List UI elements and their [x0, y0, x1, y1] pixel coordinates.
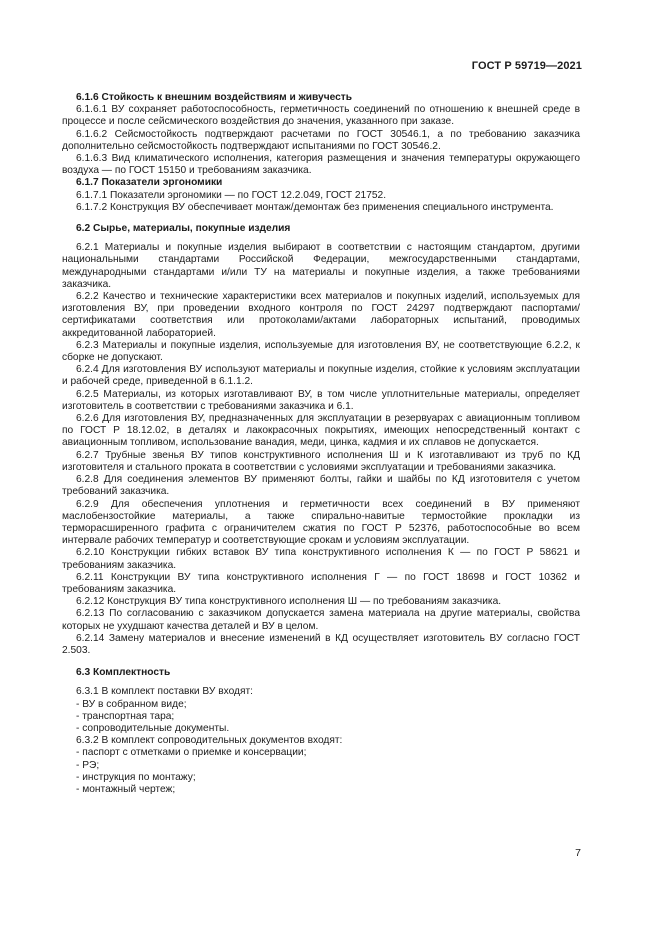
heading-6-1-6: 6.1.6 Стойкость к внешним воздействиям и живучесть	[76, 92, 353, 103]
paragraph-6-1-6-1: 6.1.6.1 ВУ сохраняет работоспособность, герметичность соединений по отношению к внешней среде в процессе и после сейсмического воздействия до значения, указанного при заказе.	[62, 104, 580, 128]
paragraph-6-3-1: 6.3.1 В комплект поставки ВУ входят:	[76, 686, 253, 698]
list-item: - инструкция по монтажу;	[76, 771, 196, 783]
paragraph-6-2-8: 6.2.8 Для соединения элементов ВУ применяют болты, гайки и шайбы по КД изготовителя с учетом требований заказчика.	[62, 474, 580, 498]
list-item: - паспорт с отметками о приемке и консервации;	[76, 747, 307, 759]
page-number: 7	[575, 847, 581, 859]
paragraph-6-2-9: 6.2.9 Для обеспечения уплотнения и герметичности всех соединений в ВУ применяют маслобензостойкие материалы, а также спирально-навитые термостойкие прокладки из терморасширенного графита с ограничителем сжатия по ГОСТ Р 52376, работоспособные во всем интервале рабочих температур и соответствующие срокам и условиям эксплуатации.	[62, 498, 580, 547]
paragraph-6-2-2: 6.2.2 Качество и технические характеристики всех материалов и покупных изделий, используемых для изготовления ВУ, при проведении входного контроля по ГОСТ 24297 подтверждают паспортами/сертификатами соответствия или протоколами/актами лабораторных испытаний, проводимых аккредитованной лабораторией.	[62, 291, 580, 339]
paragraph-6-1-7-1: 6.1.7.1 Показатели эргономики — по ГОСТ 12.2.049, ГОСТ 21752.	[76, 189, 387, 201]
heading-6-3: 6.3 Комплектность	[76, 667, 171, 679]
list-item: - ВУ в собранном виде;	[76, 698, 187, 710]
paragraph-6-2-6: 6.2.6 Для изготовления ВУ, предназначенных для эксплуатации в резервуарах с авиационным топливом по ГОСТ Р 18.12.02, в деталях и лакокрасочных покрытиях, имеющих непосредственный контакт с авиационным топливом, использование ванадия, меди, цинка, кадмия и их сплавов не допускается.	[62, 413, 580, 449]
paragraph-6-2-11: 6.2.11 Конструкции ВУ типа конструктивного исполнения Г — по ГОСТ 18698 и ГОСТ 10362 и требованиям заказчика.	[62, 571, 580, 595]
paragraph-6-2-14: 6.2.14 Замену материалов и внесение изменений в КД осуществляет изготовитель ВУ согласно ГОСТ 2.503.	[62, 632, 580, 656]
paragraph-6-2-13: 6.2.13 По согласованию с заказчиком допускается замена материала на другие материалы, свойства которых не ухудшают качества деталей и ВУ в целом.	[62, 608, 580, 632]
list-item: - сопроводительные документы.	[76, 722, 230, 734]
heading-6-2: 6.2 Сырье, материалы, покупные изделия	[76, 223, 291, 235]
paragraph-6-1-7-2: 6.1.7.2 Конструкция ВУ обеспечивает монтаж/демонтаж без применения специального инструмента.	[76, 201, 554, 213]
paragraph-6-2-3: 6.2.3 Материалы и покупные изделия, используемые для изготовления ВУ, не соответствующие 6.2.2, к сборке не допускают.	[62, 339, 580, 364]
paragraph-6-1-6-2: 6.1.6.2 Сейсмостойкость подтверждают расчетами по ГОСТ 30546.1, а по требованию заказчика дополнительно сейсмостойкость подтверждают испытаниями по ГОСТ 30546.2.	[62, 128, 580, 152]
paragraph-6-2-5: 6.2.5 Материалы, из которых изготавливают ВУ, в том числе уплотнительные материалы, определяет изготовитель в соответствии с требованиями заказчика и 6.1.	[62, 388, 580, 412]
paragraph-6-2-1: 6.2.1 Материалы и покупные изделия выбирают в соответствии с настоящим стандартом, другими национальными стандартами Российской Федерации, межгосударственными стандартами, международными стандартами и/или ТУ на материалы и покупные изделия, а также требованиями заказчика.	[62, 242, 580, 290]
paragraph-6-2-7: 6.2.7 Трубные звенья ВУ типов конструктивного исполнения Ш и К изготавливают из труб по КД изготовителя и стального проката в соответствии с условиями эксплуатации и требованиями заказчика.	[62, 449, 580, 473]
document-body	[62, 92, 580, 796]
list-item: - РЭ;	[76, 759, 100, 771]
paragraph-6-2-12: 6.2.12 Конструкция ВУ типа конструктивного исполнения Ш — по требованиям заказчика.	[76, 596, 502, 608]
paragraph-6-3-2: 6.3.2 В комплект сопроводительных документов входят:	[76, 735, 343, 747]
document-code: ГОСТ Р 59719—2021	[471, 60, 582, 72]
paragraph-6-2-4: 6.2.4 Для изготовления ВУ используют материалы и покупные изделия, стойкие к условиям эксплуатации и рабочей среде, приведенной в 6.1.1.2.	[62, 364, 580, 388]
list-item: - транспортная тара;	[76, 710, 175, 722]
paragraph-6-1-6-3: 6.1.6.3 Вид климатического исполнения, категория размещения и значения температуры окружающего воздуха — по ГОСТ 15150 и требованиям заказчика.	[62, 153, 580, 177]
heading-6-1-7: 6.1.7 Показатели эргономики	[76, 177, 223, 189]
paragraph-6-2-10: 6.2.10 Конструкции гибких вставок ВУ типа конструктивного исполнения К — по ГОСТ Р 58621 и требованиям заказчика.	[62, 547, 580, 571]
list-item: - монтажный чертеж;	[76, 783, 176, 795]
